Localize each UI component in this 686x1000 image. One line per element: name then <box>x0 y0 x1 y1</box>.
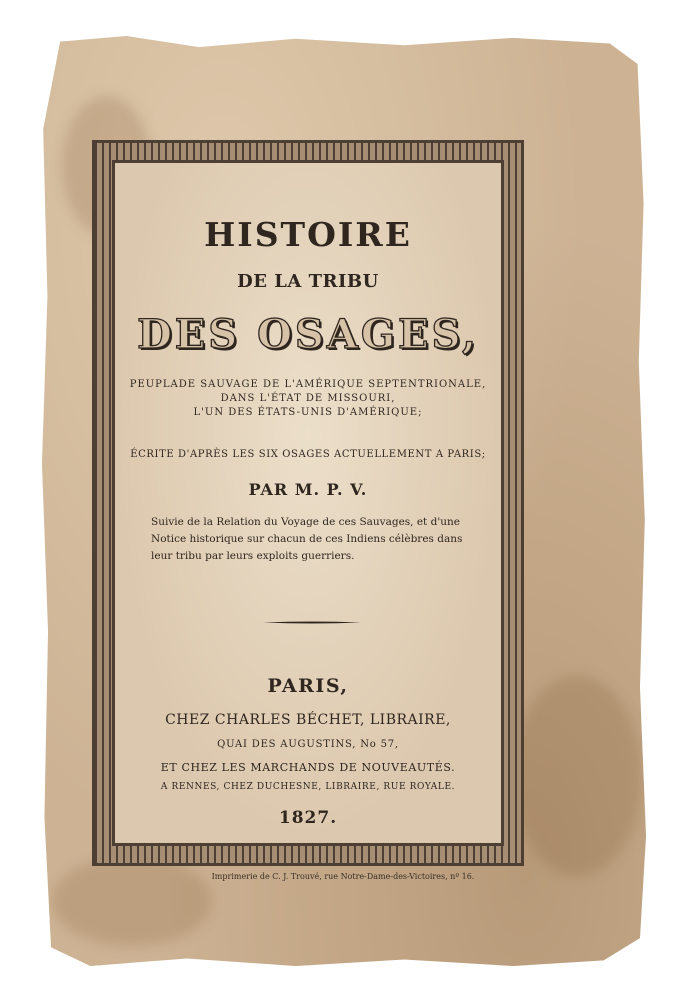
title-line-2: DE LA TRIBU <box>237 271 379 292</box>
age-stain <box>52 856 212 946</box>
ornamental-border <box>92 140 524 866</box>
printer-imprint: Imprimerie de C. J. Trouvé, rue Notre-Dame-des-Victoires, nº 16. <box>211 872 475 881</box>
title-page <box>112 160 504 846</box>
publication-year: 1827. <box>278 808 338 828</box>
also-sold-line: ET CHEZ LES MARCHANDS DE NOUVEAUTÉS. <box>160 761 456 774</box>
publication-city: PARIS, <box>267 675 349 697</box>
publisher-line: CHEZ CHARLES BÉCHET, LIBRAIRE, <box>165 712 451 728</box>
followed-by-paragraph: Suivie de la Relation du Voyage de ces Sauvages, et d'une Notice historique sur chacun de ces Indiens célèbres dans leur tribu par leurs exploits guerriers. <box>151 516 463 562</box>
publisher-address: QUAI DES AUGUSTINS, No 57, <box>217 739 399 750</box>
rennes-line: A RENNES, CHEZ DUCHESNE, LIBRAIRE, RUE ROYALE. <box>160 782 456 792</box>
subtitle-line-1: PEUPLADE SAUVAGE DE L'AMÉRIQUE SEPTENTRIONALE, <box>129 379 487 390</box>
title-line-3: DES OSAGES, <box>137 311 479 358</box>
written-after-line: ÉCRITE D'APRÈS LES SIX OSAGES ACTUELLEMENT A PARIS; <box>130 449 486 460</box>
subtitle-line-3: L'UN DES ÉTATS-UNIS D'AMÉRIQUE; <box>193 407 423 418</box>
age-stain <box>512 676 642 876</box>
ornamental-rule <box>263 621 361 624</box>
title-line-1: HISTOIRE <box>204 215 412 254</box>
author-line: PAR M. P. V. <box>248 480 368 499</box>
subtitle-line-2: DANS L'ÉTAT DE MISSOURI, <box>220 393 396 404</box>
